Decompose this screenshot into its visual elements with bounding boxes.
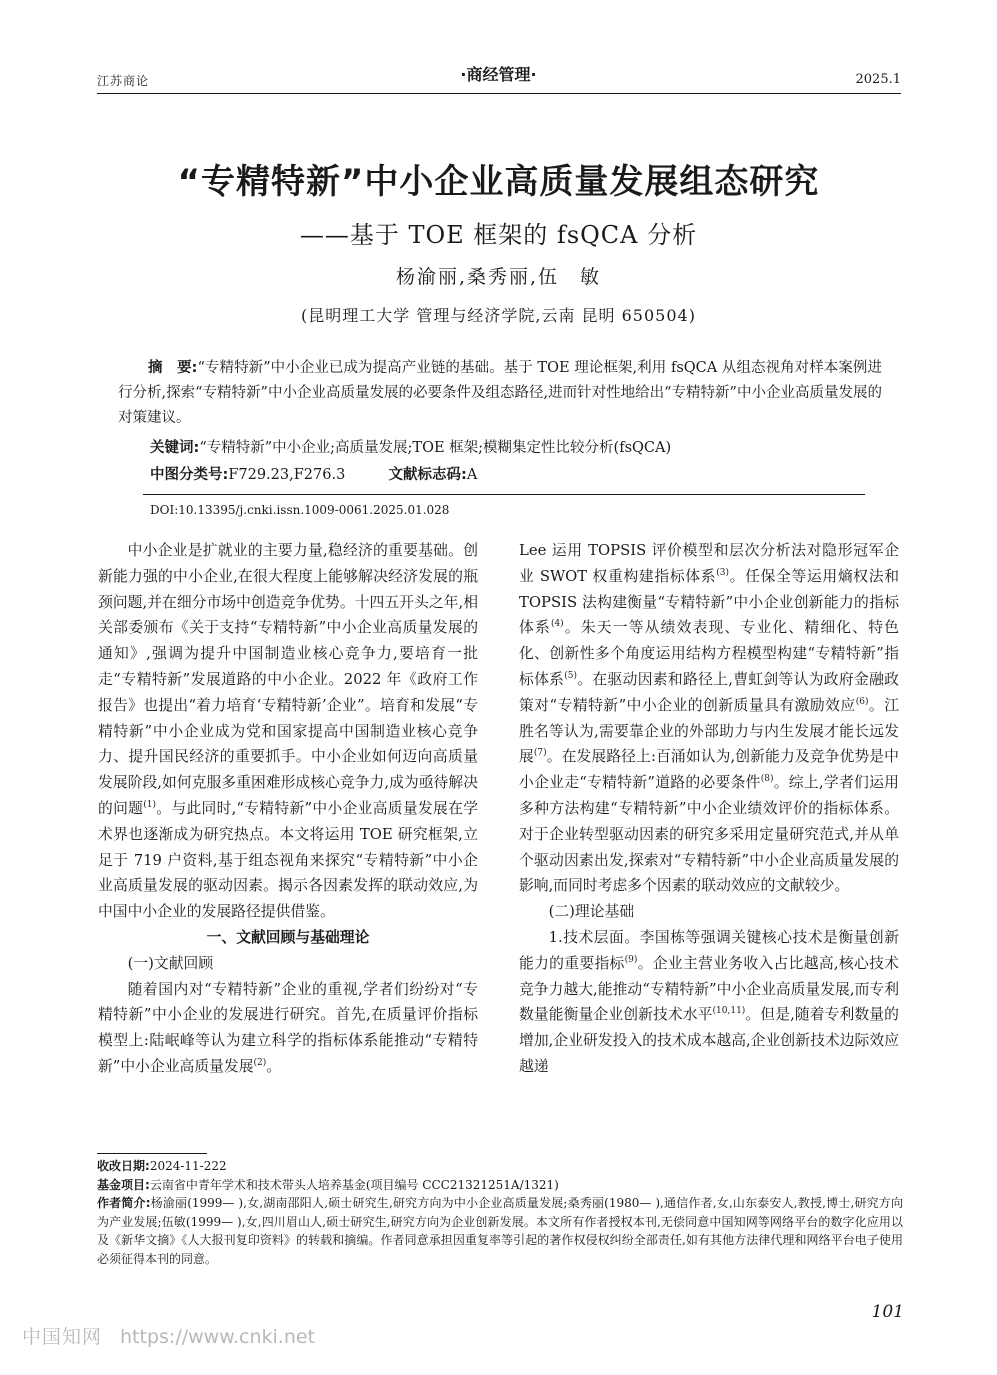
citation-ref: (1) <box>143 800 156 811</box>
keywords-label: 关键词: <box>150 440 200 456</box>
doc-code: A <box>466 467 478 483</box>
section-heading: 一、文献回顾与基础理论 <box>206 928 370 946</box>
abstract-rule <box>143 494 865 495</box>
classification <box>150 464 880 486</box>
keywords <box>150 437 880 459</box>
doc-code-label: 文献标志码: <box>388 467 467 483</box>
citation-ref: (8) <box>760 774 774 785</box>
citation-ref: (5) <box>564 671 578 682</box>
journal-name: 江苏商论 <box>97 74 150 88</box>
subsection-heading: (一)文献回顾 <box>127 954 214 972</box>
header-rule <box>97 93 901 94</box>
article-subtitle: ——基于 TOE 框架的 fsQCA 分析 <box>299 221 698 249</box>
clc-code: F729.23,F276.3 <box>228 467 346 483</box>
clc-label: 中图分类号: <box>150 467 229 483</box>
issue-number: 2025.1 <box>855 72 901 87</box>
body-column-right <box>519 538 899 1080</box>
fund-info: 基金项目:云南省中青年学术和技术带头人培养基金(项目编号 CCC21321251A/1321) <box>97 1177 559 1192</box>
citation-ref: (9) <box>624 954 638 965</box>
citation-ref: (10,11) <box>712 1006 746 1017</box>
article-title: “专精特新”中小企业高质量发展组态研究 <box>177 162 820 202</box>
body-paragraph: 随着国内对“专精特新”企业的重视,学者们纷纷对“专精特新”中小企业的发展进行研究。首先,在质量评价指标模型上:陆岷峰等认为建立科学的指标体系能推动“专精特新”中小企业高质量发展$^{(2)}$。 <box>98 980 478 1075</box>
page-number: 101 <box>871 1302 904 1322</box>
body-paragraph: 1.技术层面。李国栋等强调关键核心技术是衡量创新能力的重要指标$^{(9)}$。企业主营业务收入占比越高,核心技术竞争力越大,能推动“专精特新”中小企业高质量发展,而专利数量能衡量企业创新技术水平$^{(10,11)}$。但是,随着专利数量的增加,企业研发投入的技术成本越高,企业创新技术边际效应越递 <box>519 928 899 1075</box>
abstract-text: “专精特新”中小企业已成为提高产业链的基础。基于 TOE 理论框架,利用 fsQCA 从组态视角对样本案例进行分析,探索“专精特新”中小企业高质量发展的必要条件及组态路径,进而针对性地给出“专精特新”中小企业高质量发展的对策建议。 <box>118 360 882 426</box>
body-paragraph: Lee 运用 TOPSIS 评价模型和层次分析法对隐形冠军企业 SWOT 权重构建指标体系$^{(3)}$。任保全等运用熵权法和 TOPSIS 法构建衡量“专精特新”中小企业创新能力的指标体系$^{(4)}$。朱天一等从绩效表现、专业化、精细化、特色化、创新性多个角度运用结构方程模型构建“专精特新”指标体系$^{(5)}$。在驱动因素和路径上,曹虹剑等认为政府金融政策对“专精特新”中小企业的创新质量具有激励效应$^{(6)}$。江胜名等认为,需要靠企业的外部助力与内生发展才能长远发展$^{(7)}$。在发展路径上:百涌如认为,创新能力及竞争优势是中小企业走“专精特新”道路的必要条件$^{(8)}$。综上,学者们运用多种方法构建“专精特新”中小企业绩效评价的指标体系。对于企业转型驱动因素的研究多采用定量研究范式,并从单个驱动因素出发,探索对“专精特新”中小企业高质量发展的影响,而同时考虑多个因素的联动效应的文献较少。 <box>519 542 899 895</box>
footnotes <box>97 1157 903 1269</box>
body-paragraph: 中小企业是扩就业的主要力量,稳经济的重要基础。创新能力强的中小企业,在很大程度上能够解决经济发展的瓶颈问题,并在细分市场中创造竞争优势。十四五开头之年,相关部委颁布《关于支持“专精特新”中小企业高质量发展的通知》,强调为提升中国制造业核心竞争力,要培育一批走“专精特新”发展道路的中小企业。2022 年《政府工作报告》也提出“着力培育‘专精特新’企业”。培育和发展“专精特新”中小企业成为党和国家提高中国制造业核心竞争力、提升国民经济的重要抓手。中小企业如何迈向高质量发展阶段,如何克服多重困难形成核心竞争力,成为亟待解决的问题$^{(1)}$。与此同时,“专精特新”中小企业高质量发展在学术界也逐渐成为研究热点。本文将运用 TOE 研究框架,立足于 719 户资料,基于组态视角来探究“专精特新”中小企业高质量发展的驱动因素。揭示各因素发挥的联动效应,为中国中小企业的发展路径提供借鉴。 <box>98 542 478 921</box>
citation-ref: (6) <box>855 696 869 707</box>
citation-ref: (2) <box>253 1058 267 1069</box>
watermark-brand: 中国知网 <box>22 1326 103 1348</box>
keywords-text: “专精特新”中小企业;高质量发展;TOE 框架;模糊集定性比较分析(fsQCA) <box>199 440 672 456</box>
cnki-watermark <box>22 1322 315 1349</box>
doi: DOI:10.13395/j.cnki.issn.1009-0061.2025.01.028 <box>150 503 450 517</box>
column-name: ·商经管理· <box>460 65 537 84</box>
affiliation: (昆明理工大学 管理与经济学院,云南 昆明 650504) <box>301 306 696 325</box>
citation-ref: (3) <box>716 567 729 578</box>
watermark-url: https://www.cnki.net <box>120 1326 316 1348</box>
citation-ref: (7) <box>533 748 547 759</box>
author-bio: 作者简介:杨渝丽(1999— ),女,湖南邵阳人,硕士研究生,研究方向为中小企业高质量发展;桑秀丽(1980— ),通信作者,女,山东泰安人,教授,博士,研究方向为产业发展;伍敏(1999— ),女,四川眉山人,硕士研究生,研究方向为企业创新发展。本文所有作者授权本刊,无偿同意中国知网等网络平台的数字化应用以及《新华文摘》《人大报刊复印资料》的转载和摘编。作者同意承担因重复率等引起的著作权侵权纠纷全部责任,如有其他方法律代理和网络平台电子使用必须征得本刊的同意。 <box>97 1196 903 1266</box>
citation-ref: (4) <box>550 619 564 630</box>
subsection-heading: (二)理论基础 <box>548 903 635 921</box>
abstract <box>118 356 882 431</box>
abstract-label: 摘 要: <box>148 360 198 376</box>
received-date: 收改日期:2024-11-222 <box>97 1159 227 1173</box>
author-list: 杨渝丽,桑秀丽,伍 敏 <box>395 266 602 288</box>
body-column-left <box>98 538 478 1080</box>
footnote-rule <box>97 1153 207 1154</box>
